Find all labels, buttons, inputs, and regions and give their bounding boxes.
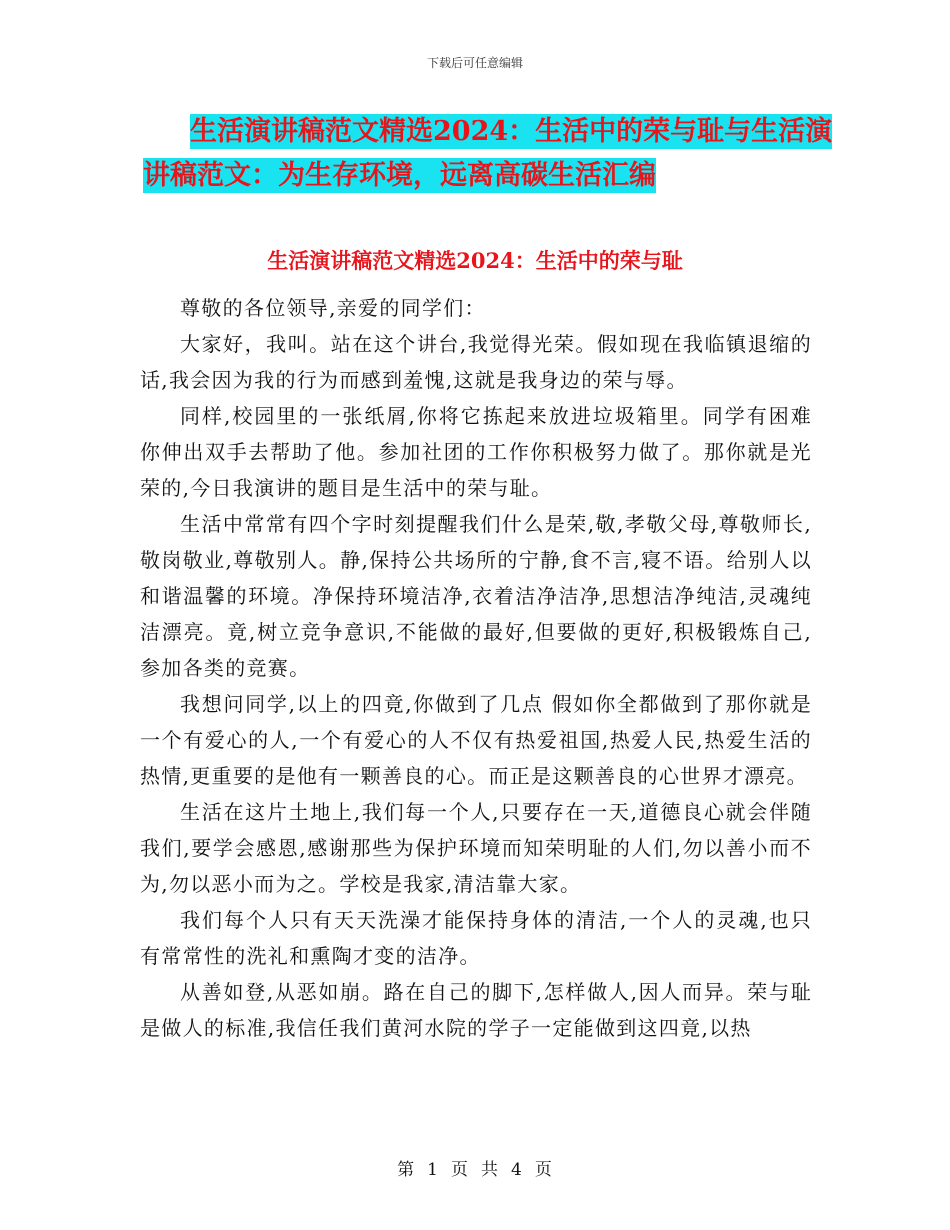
footer-ye: 页 [451,1160,469,1180]
page-footer [0,1155,950,1180]
section-title: 生活演讲稿范文精选2024：生活中的荣与耻 [267,248,683,273]
paragraph: 从善如登,从恶如崩。路在自己的脚下,怎样做人,因人而异。荣与耻是做人的标准,我信任我们黄河水院的学子一定能做到这四竟,以热 [140,980,812,1040]
paragraph-salutation: 尊敬的各位领导,亲爱的同学们： [180,296,486,320]
page-number: 1 [427,1160,439,1180]
paragraph: 生活中常常有四个字时刻提醒我们什么是荣,敬,孝敬父母,尊敬师长,敬岗敬业,尊敬别人。静,保持公共场所的宁静,食不言,寝不语。给别人以和谐温馨的环境。净保持环境洁净,衣着洁净洁净,思想洁净纯洁,灵魂纯洁漂亮。竟,树立竞争意识,不能做的最好,但要做的更好,积极锻炼自己,参加各类的竞赛。 [140,512,812,680]
paragraph: 我想问同学,以上的四竟,你做到了几点 假如你全都做到了那你就是一个有爱心的人,一个有爱心的人不仅有热爱祖国,热爱人民,热爱生活的热情,更重要的是他有一颗善良的心。而正是这颗善良的心世界才漂亮。 [140,692,812,788]
body-text [140,290,812,1046]
paragraph: 生活在这片土地上,我们每一个人,只要存在一天,道德良心就会伴随我们,要学会感恩,感谢那些为保护环境而知荣明耻的人们,勿以善小而不为,勿以恶小而为之。学校是我家,清洁靠大家。 [140,800,812,896]
main-title [140,110,833,198]
paragraph: 大家好，我叫。站在这个讲台,我觉得光荣。假如现在我临镇退缩的话,我会因为我的行为而感到羞愧,这就是我身边的荣与辱。 [140,332,812,392]
main-title-line-1: 生活演讲稿范文精选2024：生活中的荣与耻与生活演 [190,116,833,147]
footer-ye-2: 页 [534,1160,553,1180]
page-total: 4 [511,1160,523,1180]
main-title-line-2: 讲稿范文：为生存环境，远离高碳生活汇编 [143,160,656,191]
footer-di: 第 [397,1160,416,1180]
paragraph: 我们每个人只有天天洗澡才能保持身体的清洁,一个人的灵魂,也只有常常性的洗礼和熏陶才变的洁净。 [140,908,812,968]
paragraph: 同样,校园里的一张纸屑,你将它拣起来放进垃圾箱里。同学有困难你伸出双手去帮助了他。参加社团的工作你积极努力做了。那你就是光荣的,今日我演讲的题目是生活中的荣与耻。 [140,404,812,500]
footer-gong: 共 [481,1160,499,1180]
header-note: 下载后可任意编辑 [426,56,523,70]
